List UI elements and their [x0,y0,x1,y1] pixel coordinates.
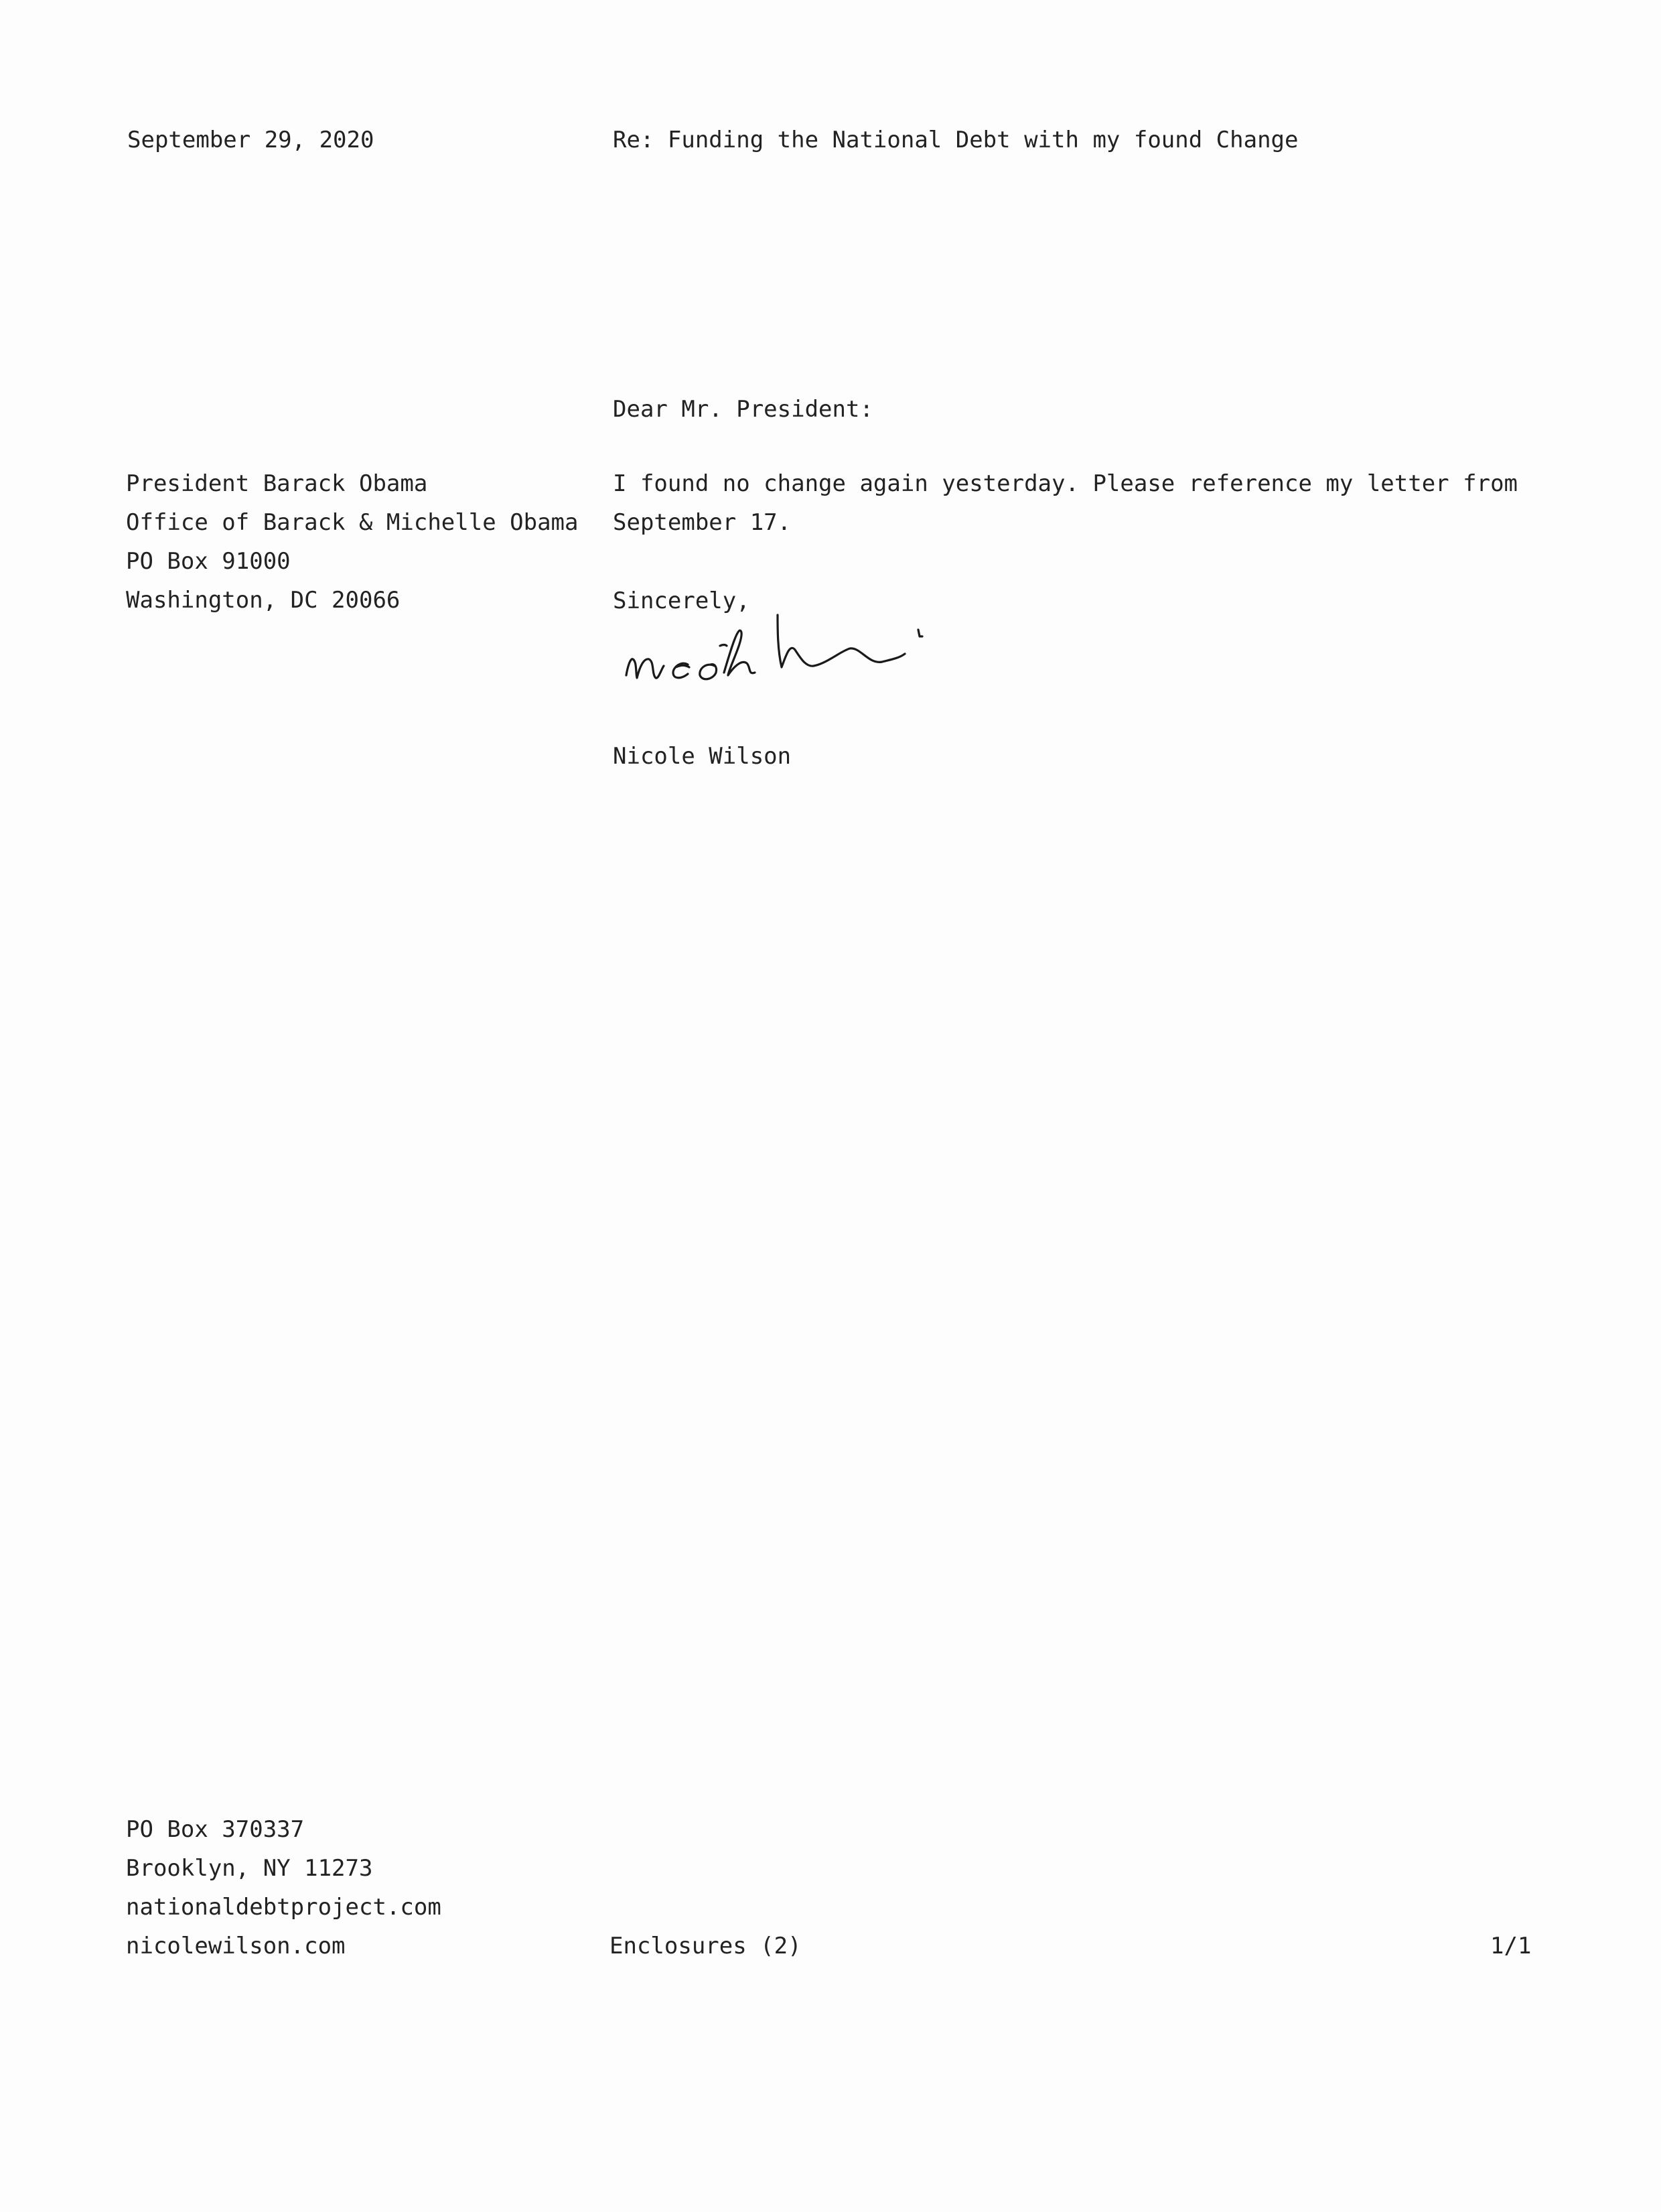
letter-body [613,464,1518,542]
page-number: 1/1 [1490,1933,1532,1959]
recipient-line: Office of Barack & Michelle Obama [126,509,579,536]
footer-address-line: PO Box 370337 [126,1816,305,1843]
letter-date: September 29, 2020 [127,127,374,153]
handwritten-signature [620,603,948,703]
closing: Sincerely, [613,587,750,614]
enclosures-note: Enclosures (2) [609,1933,802,1959]
recipient-address [126,464,579,620]
salutation: Dear Mr. President: [613,396,873,423]
body-line: September 17. [613,509,792,536]
footer-address-line: Brooklyn, NY 11273 [126,1855,373,1882]
letter-subject: Re: Funding the National Debt with my found Change [613,127,1299,153]
sender-name: Nicole Wilson [613,743,792,770]
recipient-line: Washington, DC 20066 [126,587,401,614]
recipient-line: President Barack Obama [126,470,428,497]
footer-address [126,1810,441,1965]
footer-website-link[interactable]: nicolewilson.com [126,1933,346,1959]
body-line: I found no change again yesterday. Please reference my letter from [613,470,1518,497]
footer-website-link[interactable]: nationaldebtproject.com [126,1894,441,1921]
recipient-line: PO Box 91000 [126,548,291,575]
